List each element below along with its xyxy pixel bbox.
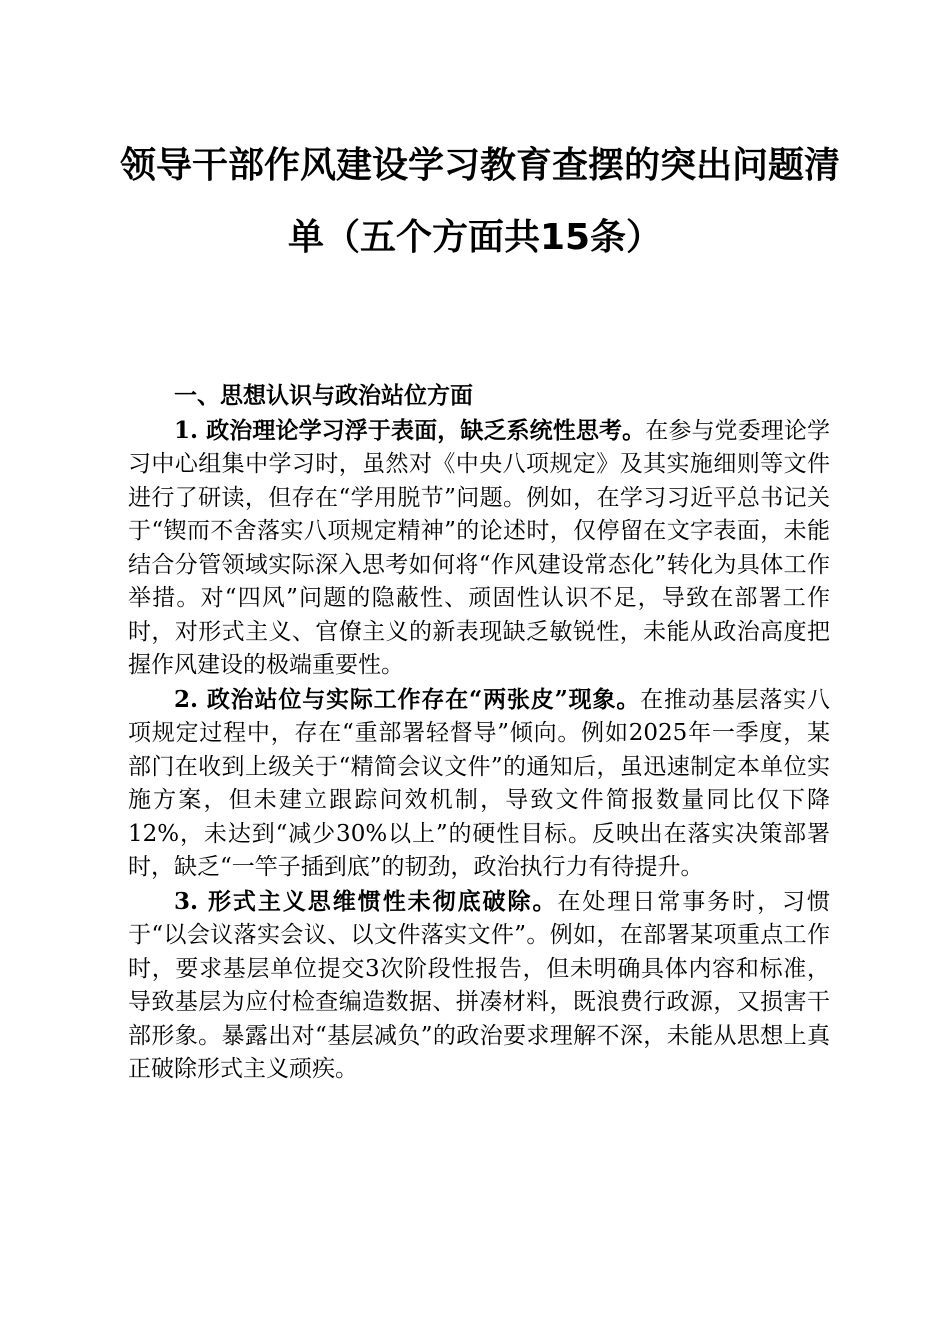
item-text: 在处理日常事务时，习惯于“以会议落实会议、以文件落实文件”。例如，在部署某项重点工作时，要求基层单位提交3次阶段性报告，但未明确具体内容和标准，导致基层为应付检查编造数据、拼凑材料，既浪费行政源，又损害干部形象。暴露出对“基层减负”的政治要求理解不深，未能从思想上真正破除形式主义顽疾。 xyxy=(128,888,830,1082)
document-body xyxy=(128,380,830,1087)
item-lead: 1. 政治理论学习浮于表面，缺乏系统性思考。 xyxy=(174,416,646,444)
item-text: 在推动基层落实八项规定过程中，存在“重部署轻督导”倾向。例如2025年一季度，某部门在收到上级关于“精简会议文件”的通知后，虽迅速制定本单位实施方案，但未建立跟踪问效机制，导致文件简报数量同比仅下降12%，未达到“减少30%以上”的硬性目标。反映出在落实决策部署时，缺乏“一竿子插到底”的韧劲，政治执行力有待提升。 xyxy=(128,686,830,880)
list-item xyxy=(128,683,830,885)
item-lead: 2. 政治站位与实际工作存在“两张皮”现象。 xyxy=(174,685,641,713)
list-item xyxy=(128,885,830,1087)
item-text: 在参与党委理论学习中心组集中学习时，虽然对《中央八项规定》及其实施细则等文件进行了研读，但存在“学用脱节”问题。例如，在学习习近平总书记关于“锲而不舍落实八项规定精神”的论述时，仅停留在文字表面，未能结合分管领域实际深入思考如何将“作风建设常态化”转化为具体工作举措。对“四风”问题的隐蔽性、顽固性认识不足，导致在部署工作时，对形式主义、官僚主义的新表现缺乏敏锐性，未能从政治高度把握作风建设的极端重要性。 xyxy=(128,417,830,678)
section-heading: 一、思想认识与政治站位方面 xyxy=(174,383,473,409)
title-line-2: 单（五个方面共15条） xyxy=(287,217,663,258)
title-line-1: 领导干部作风建设学习教育查摆的突出问题清 xyxy=(120,145,841,186)
item-lead: 3. 形式主义思维惯性未彻底破除。 xyxy=(174,887,558,915)
document-title xyxy=(120,130,841,274)
list-item xyxy=(128,414,830,683)
